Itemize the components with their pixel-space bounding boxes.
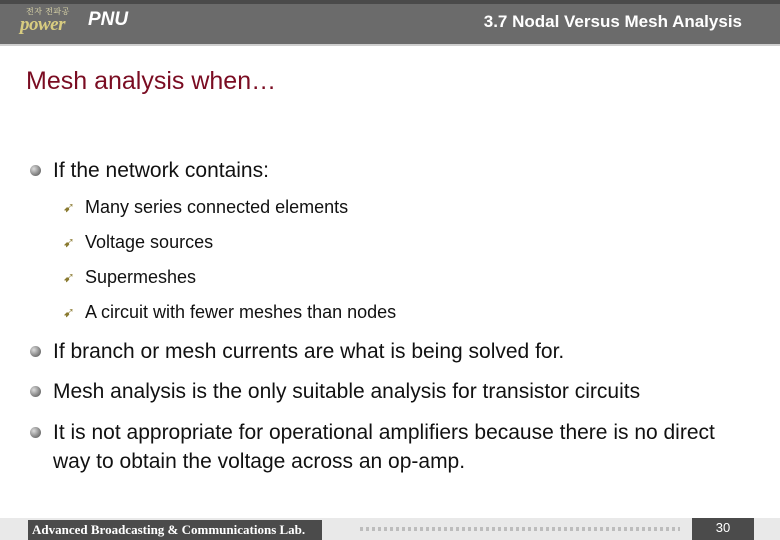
logo-korean-text: 전자 전파공 bbox=[26, 7, 70, 16]
section-title: 3.7 Nodal Versus Mesh Analysis bbox=[483, 12, 742, 31]
sub-bullet-item bbox=[63, 267, 197, 288]
sub-bullet-text: Supermeshes bbox=[85, 267, 197, 287]
bullet-item bbox=[53, 418, 753, 476]
header-bar bbox=[0, 0, 780, 44]
bullet-dot-icon bbox=[30, 427, 41, 438]
logo bbox=[20, 6, 80, 36]
sub-bullet-text: Voltage sources bbox=[85, 232, 214, 252]
header-top-stripe bbox=[0, 0, 780, 4]
bullet-item bbox=[53, 156, 753, 185]
sub-bullet-item bbox=[63, 232, 214, 253]
arrow-bullet-icon: ➹ bbox=[63, 199, 75, 215]
footer-dotted-rule bbox=[360, 527, 680, 531]
header-rule bbox=[0, 44, 780, 46]
arrow-bullet-icon: ➹ bbox=[63, 269, 75, 285]
arrow-bullet-icon: ➹ bbox=[63, 234, 75, 250]
sub-bullet-text: A circuit with fewer meshes than nodes bbox=[85, 302, 397, 322]
sub-bullet-item bbox=[63, 197, 349, 218]
bullet-dot-icon bbox=[30, 386, 41, 397]
bullet-text: If the network contains: bbox=[53, 159, 269, 182]
sub-bullet-item bbox=[63, 302, 397, 323]
bullet-dot-icon bbox=[30, 346, 41, 357]
arrow-bullet-icon: ➹ bbox=[63, 304, 75, 320]
footer-lab-name: Advanced Broadcasting & Communications Lab. bbox=[28, 520, 322, 540]
bullet-item bbox=[53, 377, 768, 406]
slide-title: Mesh analysis when… bbox=[26, 67, 277, 95]
bullet-text: It is not appropriate for operational amplifiers because there is no direct way to obtain the voltage across an op-amp. bbox=[53, 421, 715, 473]
bullet-item bbox=[53, 337, 753, 366]
logo-power-text: power bbox=[20, 14, 65, 35]
sub-bullet-text: Many series connected elements bbox=[85, 197, 349, 217]
bullet-text: If branch or mesh currents are what is being solved for. bbox=[53, 340, 565, 363]
logo-pnu-text: PNU bbox=[88, 9, 129, 30]
bullet-text: Mesh analysis is the only suitable analysis for transistor circuits bbox=[53, 380, 641, 403]
bullet-dot-icon bbox=[30, 165, 41, 176]
page-number: 30 bbox=[692, 518, 754, 540]
